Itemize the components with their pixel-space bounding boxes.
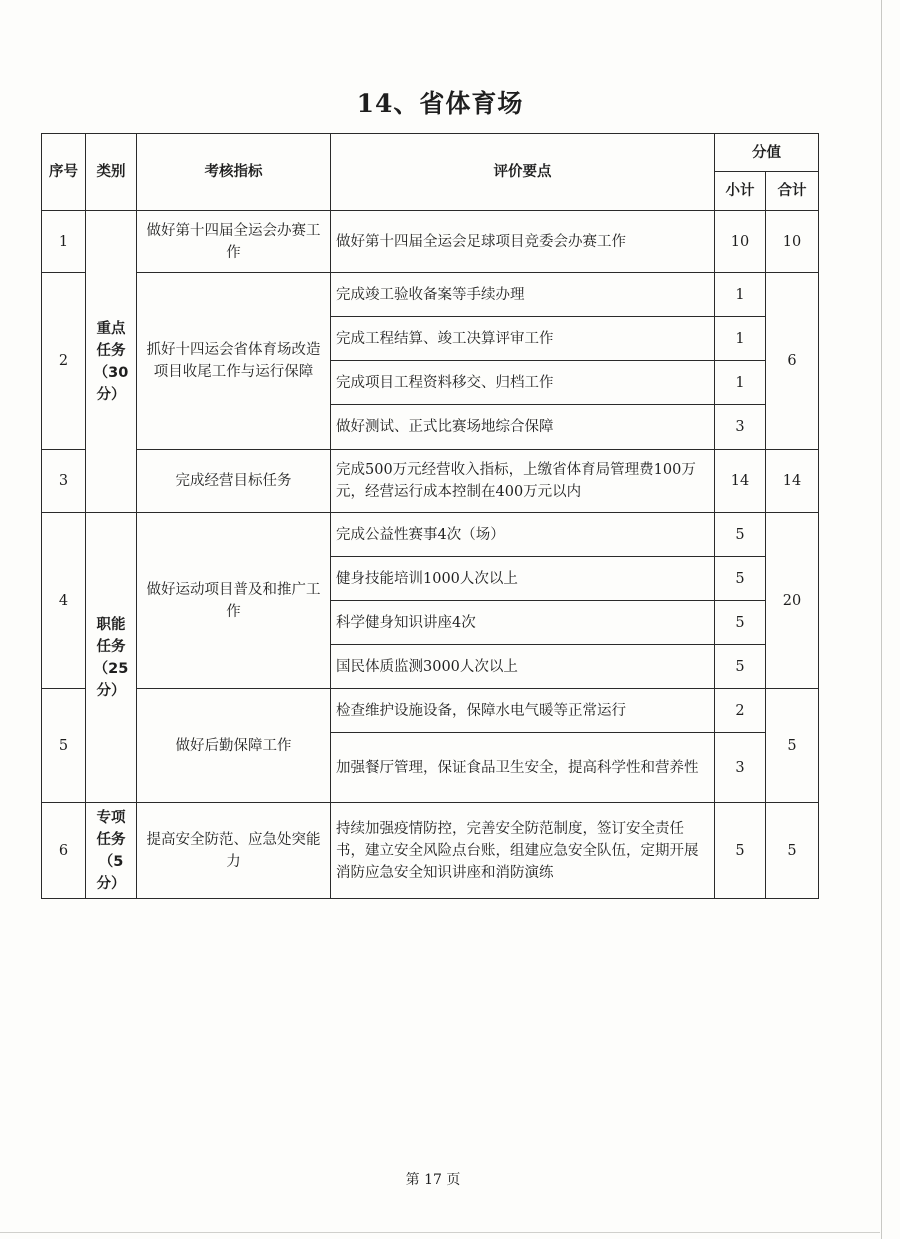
table-row	[42, 689, 819, 733]
criteria-item: 加强餐厅管理，保证食品卫生安全，提高科学性和营养性	[331, 733, 715, 803]
row-total: 5	[766, 689, 819, 803]
row-total: 14	[766, 450, 819, 513]
category-special: 专项任务（5分）	[86, 803, 137, 899]
item-score: 1	[715, 317, 766, 361]
table-row	[42, 513, 819, 557]
criteria-item: 完成公益性赛事4次（场）	[331, 513, 715, 557]
row-total: 6	[766, 273, 819, 450]
row-total: 10	[766, 211, 819, 273]
criteria-item: 健身技能培训1000人次以上	[331, 557, 715, 601]
row-seq: 5	[42, 689, 86, 803]
header-score: 分值	[715, 134, 819, 172]
table-row	[42, 450, 819, 513]
item-score: 1	[715, 273, 766, 317]
item-score: 5	[715, 557, 766, 601]
header-criteria: 评价要点	[331, 134, 715, 211]
assessment-table	[41, 133, 819, 899]
category-functional: 职能任务（25分）	[86, 513, 137, 803]
header-indicator: 考核指标	[137, 134, 331, 211]
header-row	[42, 134, 819, 172]
row-seq: 4	[42, 513, 86, 689]
page-edge-right	[881, 0, 882, 1239]
criteria-item: 完成项目工程资料移交、归档工作	[331, 361, 715, 405]
criteria-item: 做好第十四届全运会足球项目竞委会办赛工作	[331, 211, 715, 273]
page-number: 第 17 页	[405, 1172, 461, 1188]
item-score: 3	[715, 733, 766, 803]
header-total: 合计	[766, 172, 819, 211]
item-score: 5	[715, 645, 766, 689]
row-seq: 6	[42, 803, 86, 899]
item-score: 5	[715, 803, 766, 899]
header-category: 类别	[86, 134, 137, 211]
criteria-item: 持续加强疫情防控，完善安全防范制度，签订安全责任书，建立安全风险点台账，组建应急安全队伍，定期开展消防应急安全知识讲座和消防演练	[331, 803, 715, 899]
item-score: 14	[715, 450, 766, 513]
item-score: 5	[715, 513, 766, 557]
item-score: 10	[715, 211, 766, 273]
row-indicator: 做好运动项目普及和推广工作	[137, 513, 331, 689]
row-total: 20	[766, 513, 819, 689]
criteria-item: 国民体质监测3000人次以上	[331, 645, 715, 689]
row-seq: 2	[42, 273, 86, 450]
row-seq: 3	[42, 450, 86, 513]
category-key: 重点任务（30分）	[86, 211, 137, 513]
criteria-item: 做好测试、正式比赛场地综合保障	[331, 405, 715, 450]
criteria-item: 检查维护设施设备，保障水电气暖等正常运行	[331, 689, 715, 733]
criteria-item: 科学健身知识讲座4次	[331, 601, 715, 645]
row-indicator: 做好后勤保障工作	[137, 689, 331, 803]
table-row	[42, 803, 819, 899]
row-total: 5	[766, 803, 819, 899]
item-score: 3	[715, 405, 766, 450]
header-subtotal: 小计	[715, 172, 766, 211]
row-seq: 1	[42, 211, 86, 273]
row-indicator: 做好第十四届全运会办赛工作	[137, 211, 331, 273]
row-indicator: 完成经营目标任务	[137, 450, 331, 513]
criteria-item: 完成500万元经营收入指标，上缴省体育局管理费100万元，经营运行成本控制在400万元以内	[331, 450, 715, 513]
criteria-item: 完成工程结算、竣工决算评审工作	[331, 317, 715, 361]
item-score: 1	[715, 361, 766, 405]
row-indicator: 抓好十四运会省体育场改造项目收尾工作与运行保障	[137, 273, 331, 450]
header-seq: 序号	[42, 134, 86, 211]
item-score: 2	[715, 689, 766, 733]
page-title: 14、省体育场	[356, 89, 524, 118]
item-score: 5	[715, 601, 766, 645]
table-row	[42, 211, 819, 273]
criteria-item: 完成竣工验收备案等手续办理	[331, 273, 715, 317]
row-indicator: 提高安全防范、应急处突能力	[137, 803, 331, 899]
page-edge-bottom	[0, 1232, 880, 1233]
table-row	[42, 273, 819, 317]
